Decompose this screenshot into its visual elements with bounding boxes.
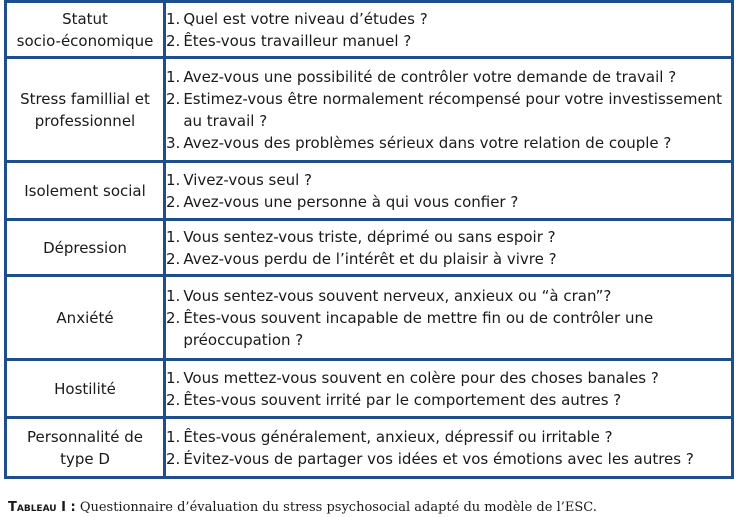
question-item: [166, 30, 731, 52]
question-item: [166, 132, 731, 154]
question-number: 2.: [166, 249, 181, 268]
category-label: type D: [60, 449, 110, 468]
questions-cell: [165, 2, 733, 58]
table-row: [6, 276, 733, 360]
table-row: [6, 360, 733, 418]
questions-cell: [165, 276, 733, 360]
question-text: Vous sentez-vous souvent nerveux, anxieux ou “à cran”?: [183, 286, 612, 305]
question-text: Estimez-vous être normalement récompensé pour votre investissement au travail ?: [183, 89, 723, 130]
question-number: 1.: [166, 67, 181, 86]
question-text: Êtes-vous généralement, anxieux, dépressif ou irritable ?: [183, 427, 613, 446]
category-cell: [6, 418, 165, 478]
category-label: Dépression: [43, 238, 127, 257]
questions-cell: [165, 220, 733, 276]
table-row: [6, 58, 733, 162]
question-number: 2.: [166, 31, 181, 50]
question-number: 2.: [166, 390, 181, 409]
category-cell: [6, 162, 165, 220]
question-item: [166, 448, 731, 470]
questions-cell: [165, 360, 733, 418]
question-number: 2.: [166, 449, 181, 468]
category-label: Stress famillial et: [20, 89, 150, 108]
question-text: Évitez-vous de partager vos idées et vos émotions avec les autres ?: [183, 449, 694, 468]
category-cell: [6, 220, 165, 276]
category-label: socio-économique: [16, 31, 154, 50]
category-cell: [6, 58, 165, 162]
question-item: [166, 226, 731, 248]
question-item: [166, 389, 731, 411]
table-row: [6, 2, 733, 58]
question-number: 2.: [166, 192, 181, 211]
question-number: 1.: [166, 9, 181, 28]
question-number: 1.: [166, 227, 181, 246]
question-number: 1.: [166, 170, 181, 189]
question-number: 2.: [166, 308, 181, 327]
question-text: Êtes-vous souvent incapable de mettre fin ou de contrôler une préoccupation ?: [183, 308, 654, 349]
category-label: Statut: [62, 9, 108, 28]
category-label: Anxiété: [56, 308, 114, 327]
question-text: Vous mettez-vous souvent en colère pour des choses banales ?: [183, 368, 659, 387]
question-item: [166, 307, 731, 351]
questionnaire-table: [4, 0, 734, 479]
question-item: [166, 66, 731, 88]
question-item: [166, 285, 731, 307]
question-item: [166, 8, 731, 30]
table-row: [6, 220, 733, 276]
questions-cell: [165, 418, 733, 478]
caption-text: Questionnaire d’évaluation du stress psychosocial adapté du modèle de l’ESC.: [79, 500, 597, 515]
question-number: 1.: [166, 286, 181, 305]
question-text: Vous sentez-vous triste, déprimé ou sans espoir ?: [183, 227, 556, 246]
question-number: 1.: [166, 427, 181, 446]
category-label: professionnel: [34, 111, 136, 130]
question-item: [166, 169, 731, 191]
questions-cell: [165, 58, 733, 162]
category-label: Personnalité de: [26, 427, 144, 446]
question-text: Vivez-vous seul ?: [183, 170, 312, 189]
question-item: [166, 426, 731, 448]
category-cell: [6, 2, 165, 58]
question-text: Avez-vous des problèmes sérieux dans votre relation de couple ?: [183, 133, 672, 152]
question-text: Avez-vous une possibilité de contrôler votre demande de travail ?: [183, 67, 677, 86]
question-text: Êtes-vous travailleur manuel ?: [183, 31, 412, 50]
questions-cell: [165, 162, 733, 220]
question-number: 1.: [166, 368, 181, 387]
category-cell: [6, 360, 165, 418]
table-caption: [8, 499, 734, 517]
caption-label: Tableau I :: [8, 500, 76, 515]
table-row: [6, 418, 733, 478]
question-text: Avez-vous perdu de l’intérêt et du plaisir à vivre ?: [183, 249, 557, 268]
category-cell: [6, 276, 165, 360]
question-number: 2.: [166, 89, 181, 108]
question-number: 3.: [166, 133, 181, 152]
question-item: [166, 367, 731, 389]
question-item: [166, 248, 731, 270]
category-label: Isolement social: [24, 181, 146, 200]
question-text: Êtes-vous souvent irrité par le comportement des autres ?: [183, 390, 622, 409]
question-text: Avez-vous une personne à qui vous confier ?: [183, 192, 519, 211]
question-text: Quel est votre niveau d’études ?: [183, 9, 428, 28]
question-item: [166, 191, 731, 213]
table-row: [6, 162, 733, 220]
category-label: Hostilité: [54, 379, 116, 398]
stress-questionnaire: [4, 0, 734, 479]
question-item: [166, 88, 731, 132]
